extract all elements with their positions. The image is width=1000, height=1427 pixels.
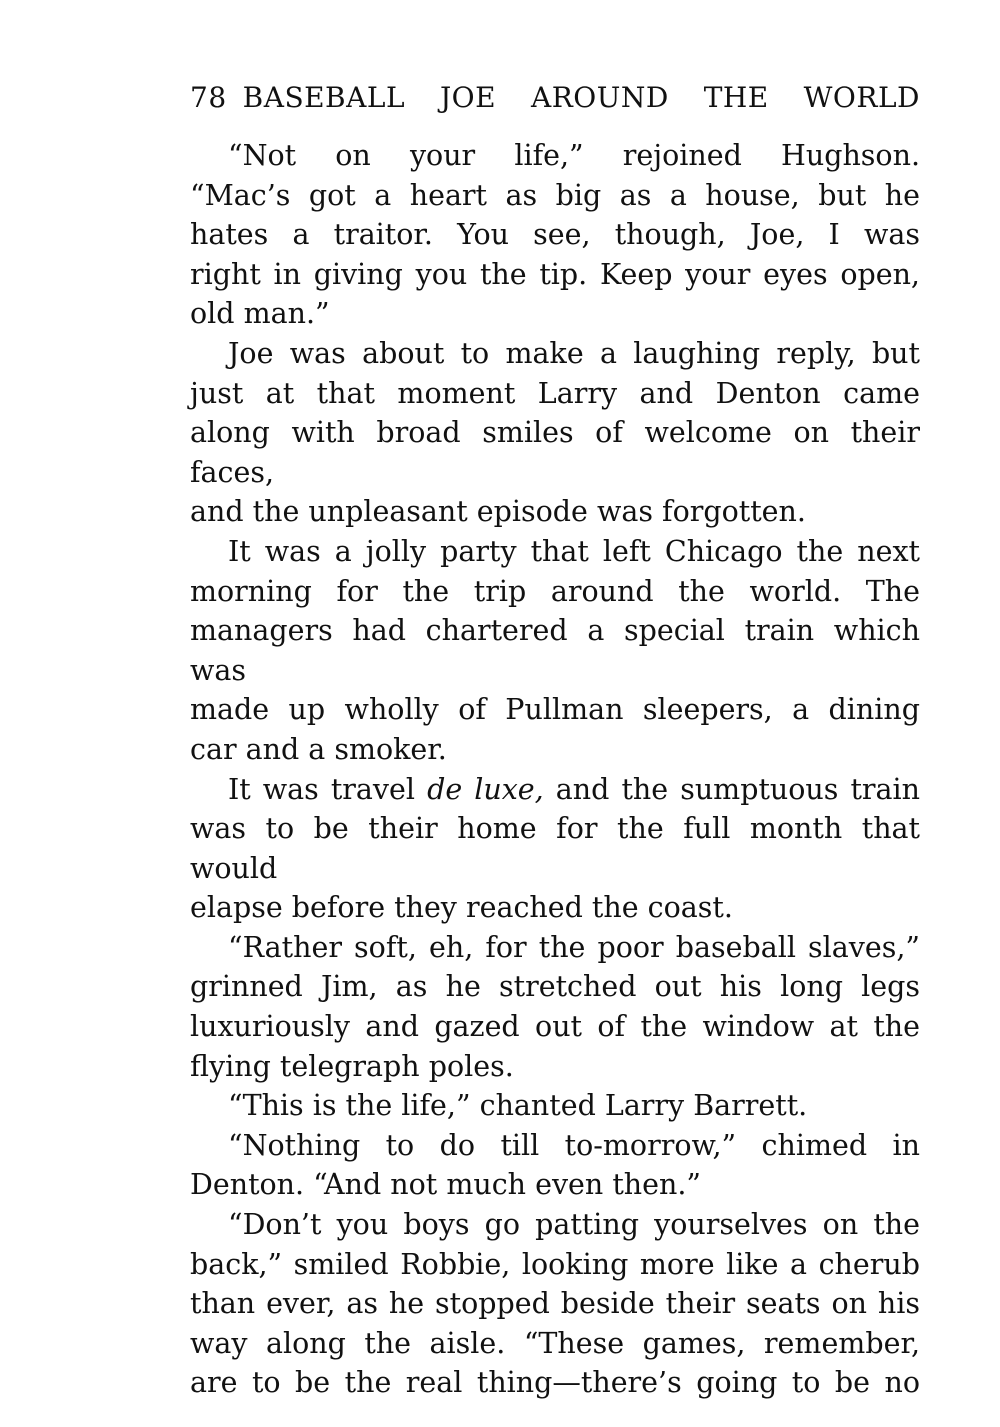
text-line: “Nothing to do till to-morrow,” chimed in [228, 1128, 920, 1162]
text-line: Denton. “And not much even then.” [190, 1168, 701, 1202]
paragraph [190, 928, 920, 1086]
text-line: “Mac’s got a heart as big as a house, but he [190, 178, 920, 212]
text-line: along with broad smiles of welcome on their faces, [190, 416, 920, 489]
text-line: and the unpleasant episode was forgotten. [190, 495, 806, 529]
text-line: “Not on your life,” rejoined Hughson. [228, 139, 920, 172]
book-page [190, 78, 920, 1403]
text-segment: and the sumptuous train [543, 772, 920, 806]
text-line: managers had chartered a special train which was [190, 614, 920, 687]
text-line: It was a jolly party that left Chicago the next [228, 534, 920, 568]
paragraph [190, 532, 920, 770]
text-line: back,” smiled Robbie, looking more like a cherub [190, 1247, 920, 1281]
paragraph [190, 1205, 920, 1403]
text-line: “This is the life,” chanted Larry Barrett. [228, 1089, 808, 1123]
text-line: “Don’t you boys go patting yourselves on the [228, 1208, 920, 1242]
text-line: old man.” [190, 297, 330, 331]
text-segment: It was travel [228, 772, 428, 806]
text-line: grinned Jim, as he stretched out his long legs [190, 970, 920, 1004]
text-line: made up wholly of Pullman sleepers, a dining [190, 693, 920, 727]
text-line: luxuriously and gazed out of the window at the [190, 1010, 920, 1044]
text-line: Joe was about to make a laughing reply, but [228, 336, 920, 370]
paragraph [190, 334, 920, 532]
text-line: just at that moment Larry and Denton came [190, 376, 920, 410]
paragraph [190, 770, 920, 928]
text-line: was to be their home for the full month that would [190, 812, 920, 885]
text-line: way along the aisle. “These games, remember, [190, 1326, 920, 1360]
text-line: “Rather soft, eh, for the poor baseball slaves,” [228, 930, 920, 964]
text-line [190, 770, 920, 810]
page-number: 78 [190, 81, 227, 114]
text-line: are to be the real thing—there’s going to be no [190, 1366, 920, 1400]
paragraph [190, 1086, 920, 1126]
running-title: BASEBALL JOE AROUND THE WORLD [242, 81, 920, 114]
text-line: than ever, as he stopped beside their seats on his [190, 1287, 920, 1321]
paragraph [190, 1126, 920, 1205]
text-line: flying telegraph poles. [190, 1049, 514, 1083]
text-line: morning for the trip around the world. The [190, 574, 920, 608]
text-line: elapse before they reached the coast. [190, 891, 733, 925]
paragraph [190, 136, 920, 334]
running-head [190, 78, 920, 118]
text-line: car and a smoker. [190, 732, 447, 766]
italic-phrase: de luxe, [427, 772, 544, 806]
text-line: right in giving you the tip. Keep your eyes open, [190, 257, 920, 291]
text-line: hates a traitor. You see, though, Joe, I was [190, 218, 920, 252]
